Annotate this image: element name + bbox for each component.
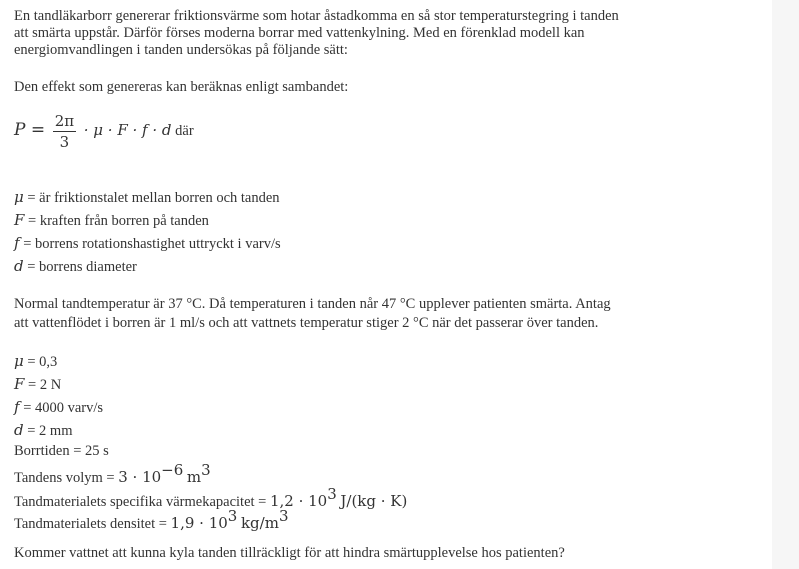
unit: J/(kg · K) — [340, 492, 408, 510]
unit: kg/m — [240, 514, 279, 532]
exponent: −6 — [161, 461, 184, 479]
value — [14, 422, 72, 440]
value — [14, 399, 103, 417]
symbol: f — [14, 398, 20, 416]
unit: m — [186, 468, 202, 486]
value-text: = 0,3 — [27, 354, 58, 370]
unit-exponent: 3 — [201, 461, 211, 479]
symbol: μ — [14, 352, 24, 370]
formula-lhs: P = — [14, 120, 46, 140]
volym — [14, 462, 211, 487]
definition-text: = kraften från borren på tanden — [28, 213, 209, 229]
right-sidebar — [772, 0, 799, 569]
intro-line: energiomvandlingen i tanden undersökas på följande sätt: — [14, 42, 348, 58]
formula — [14, 108, 194, 153]
normal-line: Normal tandtemperatur är 37 °C. Då temperaturen i tanden når 47 °C upplever patienten smärta. Antag — [14, 296, 611, 312]
definition — [14, 258, 137, 276]
value: 1,2 · 10 — [269, 492, 328, 510]
symbol: f — [14, 234, 20, 252]
symbol: d — [14, 421, 24, 439]
value: 3 · 10 — [118, 468, 162, 486]
symbol: F — [14, 211, 25, 229]
label: Tandmaterialets specifika värmekapacitet = — [14, 494, 267, 510]
formula-rhs: · μ · F · f · d — [83, 121, 172, 139]
value: 1,9 · 10 — [170, 514, 228, 532]
exponent: 3 — [327, 485, 337, 503]
symbol: F — [14, 375, 25, 393]
symbol: d — [14, 257, 24, 275]
definition-text: = borrens diameter — [27, 259, 137, 275]
label: Tandmaterialets densitet = — [14, 516, 167, 532]
value — [14, 353, 57, 371]
intro-line: En tandläkarborr genererar friktionsvärme som hotar åstadkomma en så stor temperaturstegring i tanden — [14, 8, 619, 24]
densitet — [14, 508, 288, 533]
label: Tandens volym = — [14, 470, 115, 486]
definition-text: = är friktionstalet mellan borren och tanden — [27, 190, 280, 206]
definition — [14, 189, 280, 207]
normal-line: att vattenflödet i borren är 1 ml/s och att vattnets temperatur stiger 2 °C när det passerar över tanden. — [14, 315, 599, 331]
value-text: = 2 mm — [27, 423, 73, 439]
value — [14, 376, 61, 394]
symbol: μ — [14, 188, 24, 206]
exponent: 3 — [227, 507, 238, 525]
fraction-denominator: 3 — [59, 133, 70, 152]
formula-fraction — [53, 111, 76, 152]
value-text: = 2 N — [28, 377, 62, 393]
formula-suffix: där — [175, 123, 194, 139]
definition-text: = borrens rotationshastighet uttryckt i varv/s — [23, 236, 281, 252]
definition — [14, 212, 209, 230]
formula-intro: Den effekt som genereras kan beräknas enligt sambandet: — [14, 79, 349, 95]
intro-line: att smärta uppstår. Därför förses moderna borrar med vattenkylning. Med en förenklad modell kan — [14, 25, 585, 41]
definition — [14, 235, 281, 253]
question: Kommer vattnet att kunna kyla tanden tillräckligt för att hindra smärtupplevelse hos patienten? — [14, 545, 565, 561]
unit-exponent: 3 — [278, 507, 289, 525]
value-text: = 4000 varv/s — [23, 400, 104, 416]
borrtid: Borrtiden = 25 s — [14, 443, 109, 459]
fraction-numerator: 2π — [54, 112, 75, 131]
